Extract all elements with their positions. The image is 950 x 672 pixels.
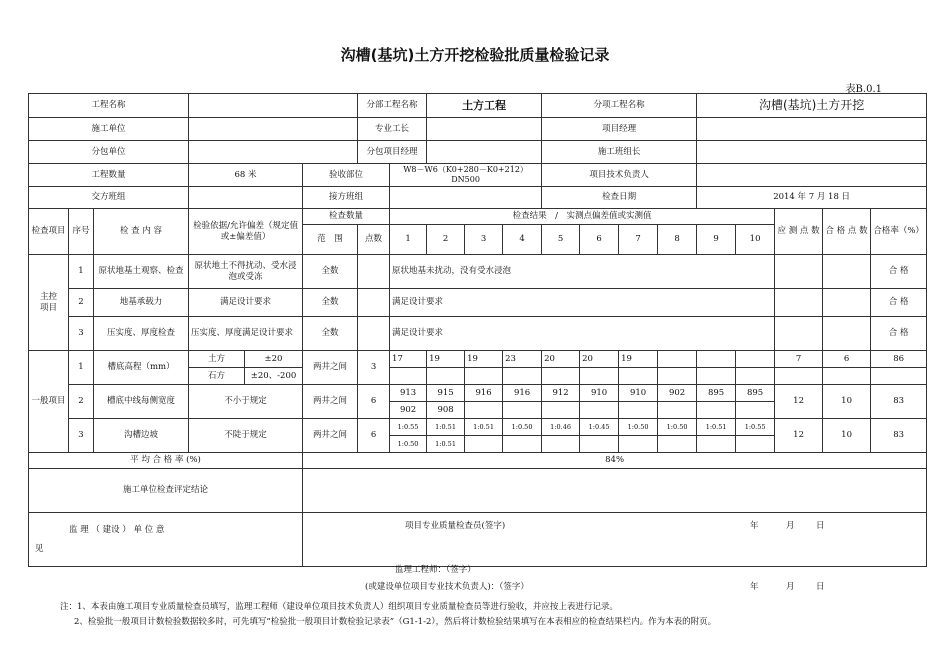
measured-value[interactable]: 910 (580, 385, 619, 402)
date-month: 月 (786, 582, 795, 592)
measured-value[interactable]: 910 (619, 385, 658, 402)
row-rate[interactable] (871, 368, 927, 385)
measured-value[interactable]: 1:0.55 (390, 419, 427, 436)
owner-sign: (或建设单位项目专业技术负责人)：（签字） (365, 582, 529, 592)
measured-value[interactable] (580, 436, 619, 453)
measured-value[interactable]: 17 (390, 351, 427, 368)
general-items-label: 一般项目 (29, 351, 69, 453)
measured-value[interactable] (503, 436, 542, 453)
measured-value[interactable]: 1:0.50 (658, 419, 697, 436)
measured-value[interactable]: 916 (465, 385, 503, 402)
row-scope: 两井之间 (303, 351, 358, 385)
check-date-value[interactable]: 2014 年 7 月 18 日 (697, 187, 927, 209)
col-check-item: 检查项目 (29, 209, 69, 255)
sub-project-label: 分部工程名称 (358, 94, 427, 118)
construction-unit-value[interactable] (189, 118, 358, 141)
measured-value[interactable] (580, 402, 619, 419)
row-should[interactable] (775, 255, 823, 289)
measured-value[interactable]: 902 (390, 402, 427, 419)
row-content: 压实度、厚度检查 (94, 317, 189, 351)
location-label: 验收部位 (303, 164, 390, 187)
col-content: 检 查 内 容 (94, 209, 189, 255)
row-result[interactable]: 满足设计要求 (390, 289, 775, 317)
row-rate[interactable]: 86 (871, 351, 927, 368)
col-num: 6 (580, 225, 619, 255)
measured-value[interactable] (503, 402, 542, 419)
tech-leader-value[interactable] (697, 164, 927, 187)
sub-type: 石方 (189, 368, 245, 385)
date-day: 日 (816, 582, 825, 592)
measured-value[interactable] (658, 436, 697, 453)
measured-value[interactable] (465, 436, 503, 453)
receive-team-value[interactable] (390, 187, 542, 209)
construction-unit-label: 施工单位 (29, 118, 189, 141)
measured-value[interactable] (503, 368, 542, 385)
footnotes (60, 600, 716, 630)
row-seq: 1 (69, 255, 94, 289)
avg-rate-label: 平 均 合 格 率 (%) (29, 453, 303, 469)
measured-value[interactable]: 913 (390, 385, 427, 402)
conclusion-label: 施工单位检查评定结论 (29, 469, 303, 513)
location-line-2: DN500 (451, 175, 480, 184)
col-seq: 序号 (69, 209, 94, 255)
sub-tolerance: ±20、-200 (245, 368, 303, 385)
col-should-measure: 应 测 点 数 (775, 209, 823, 255)
measured-value[interactable]: 1:0.51 (697, 419, 736, 436)
location-line-1: W8－W6（K0+280－K0+212） (403, 165, 528, 174)
sub-tolerance: ±20 (245, 351, 303, 368)
col-basis: 检验依据/允许偏差（规定值或±偏差值） (189, 209, 303, 255)
project-manager-value[interactable] (697, 118, 927, 141)
row-content: 原状地基土观察、检查 (94, 255, 189, 289)
note-1: 注：1、本表由施工项目专业质量检查员填写，监理工程师（建设单位项目技术负责人）组织项目专业质量检查员等进行验收，并应按上表进行记录。 (60, 602, 618, 612)
supervision-label-line-2: 见 (35, 543, 44, 554)
col-num: 2 (427, 225, 465, 255)
row-rate[interactable]: 合 格 (871, 317, 927, 351)
page-title: 沟槽(基坑)土方开挖检验批质量检验记录 (340, 46, 610, 64)
handover-team-label: 交方班组 (29, 187, 189, 209)
row-seq: 3 (69, 317, 94, 351)
team-leader-label: 施工班组长 (542, 141, 697, 164)
row-basis: 不小于规定 (189, 385, 303, 419)
measured-value[interactable] (736, 436, 775, 453)
row-seq: 1 (69, 351, 94, 385)
supervision-label-line-1: 监 理 （ 建设 ） 单 位 意 (69, 524, 165, 535)
quantity-label: 工程数量 (29, 164, 189, 187)
row-content: 沟槽边坡 (94, 419, 189, 453)
col-results: 检查结果 / 实测点偏差值或实测值 (390, 209, 775, 225)
measured-value[interactable]: 895 (736, 385, 775, 402)
row-passed[interactable]: 6 (823, 351, 871, 368)
measured-value[interactable]: 1:0.55 (736, 419, 775, 436)
measured-value[interactable] (619, 368, 658, 385)
measured-value[interactable] (542, 402, 580, 419)
measured-value[interactable]: 1:0.45 (580, 419, 619, 436)
row-result[interactable]: 满足设计要求 (390, 317, 775, 351)
row-basis: 原状地土不得扰动、受水浸泡或受冻 (189, 255, 303, 289)
subcontractor-label: 分包单位 (29, 141, 189, 164)
row-points[interactable] (358, 255, 390, 289)
col-pass-rate: 合格率（%） (871, 209, 927, 255)
sub-manager-value[interactable] (427, 141, 542, 164)
col-scope: 范 围 (303, 225, 358, 255)
row-basis: 不陡于规定 (189, 419, 303, 453)
subcontractor-value[interactable] (189, 141, 358, 164)
row-rate[interactable]: 83 (871, 419, 927, 453)
row-content: 槽底高程（mm） (94, 351, 189, 385)
measured-value[interactable] (736, 351, 775, 368)
measured-value[interactable] (658, 368, 697, 385)
inspection-table (28, 93, 927, 567)
measured-value[interactable] (658, 351, 697, 368)
receive-team-label: 接方班组 (303, 187, 390, 209)
row-passed[interactable] (823, 255, 871, 289)
col-num: 1 (390, 225, 427, 255)
col-points: 点数 (358, 225, 390, 255)
row-should[interactable] (775, 368, 823, 385)
project-name-value[interactable] (189, 94, 358, 118)
measured-value[interactable]: 1:0.46 (542, 419, 580, 436)
row-passed[interactable] (823, 317, 871, 351)
item-project-label: 分项工程名称 (542, 94, 697, 118)
measured-value[interactable] (427, 368, 465, 385)
measured-value[interactable]: 908 (427, 402, 465, 419)
row-passed[interactable]: 10 (823, 419, 871, 453)
row-passed[interactable] (823, 368, 871, 385)
sub-manager-label: 分包项目经理 (358, 141, 427, 164)
measured-value[interactable]: 1:0.51 (465, 419, 503, 436)
row-rate[interactable]: 合 格 (871, 289, 927, 317)
measured-value[interactable]: 1:0.51 (427, 419, 465, 436)
row-scope: 全数 (303, 255, 358, 289)
check-date-label: 检查日期 (542, 187, 697, 209)
measured-value[interactable]: 1:0.51 (427, 436, 465, 453)
project-manager-label: 项目经理 (542, 118, 697, 141)
item-project-value[interactable]: 沟槽(基坑)土方开挖 (697, 94, 927, 118)
measured-value[interactable] (736, 402, 775, 419)
col-num: 9 (697, 225, 736, 255)
col-num: 10 (736, 225, 775, 255)
measured-value[interactable] (736, 368, 775, 385)
measured-value[interactable]: 915 (427, 385, 465, 402)
measured-value[interactable]: 1:0.50 (619, 419, 658, 436)
measured-value[interactable] (390, 368, 427, 385)
col-passed: 合 格 点 数 (823, 209, 871, 255)
col-num: 3 (465, 225, 503, 255)
row-scope: 两井之间 (303, 385, 358, 419)
measured-value[interactable] (542, 436, 580, 453)
avg-rate-value[interactable]: 84% (303, 453, 927, 469)
project-name-label: 工程名称 (29, 94, 189, 118)
row-seq: 2 (69, 385, 94, 419)
measured-value[interactable]: 912 (542, 385, 580, 402)
row-scope: 全数 (303, 289, 358, 317)
quantity-value[interactable]: 68 米 (189, 164, 303, 187)
form-code: 表B.0.1 (845, 84, 882, 95)
measured-value[interactable] (697, 436, 736, 453)
measured-value[interactable]: 895 (697, 385, 736, 402)
handover-team-value[interactable] (189, 187, 303, 209)
col-num: 7 (619, 225, 658, 255)
sub-type: 土方 (189, 351, 245, 368)
row-rate[interactable]: 合 格 (871, 255, 927, 289)
col-quantity: 检查数量 (303, 209, 390, 225)
measured-value[interactable] (542, 368, 580, 385)
row-should[interactable] (775, 289, 823, 317)
measured-value[interactable]: 902 (658, 385, 697, 402)
col-num: 8 (658, 225, 697, 255)
measured-value[interactable] (465, 402, 503, 419)
measured-value[interactable]: 916 (503, 385, 542, 402)
measured-value[interactable]: 20 (580, 351, 619, 368)
row-should[interactable]: 12 (775, 419, 823, 453)
main-items-label: 主控项目 (29, 255, 69, 351)
foreman-value[interactable] (427, 118, 542, 141)
conclusion-area[interactable] (303, 469, 927, 513)
supervisor-sign: 监理工程师：（签字） (395, 565, 476, 575)
row-content: 地基承载力 (94, 289, 189, 317)
row-scope: 全数 (303, 317, 358, 351)
row-should[interactable]: 7 (775, 351, 823, 368)
measured-value[interactable] (465, 368, 503, 385)
measured-value[interactable]: 1:0.50 (390, 436, 427, 453)
measured-value[interactable]: 23 (503, 351, 542, 368)
measured-value[interactable] (619, 402, 658, 419)
row-points[interactable] (358, 317, 390, 351)
tech-leader-label: 项目技术负责人 (542, 164, 697, 187)
row-content: 槽底中线每侧宽度 (94, 385, 189, 419)
col-num: 5 (542, 225, 580, 255)
row-seq: 2 (69, 289, 94, 317)
location-value[interactable] (390, 164, 542, 187)
row-result[interactable]: 原状地基未扰动，没有受水浸泡 (390, 255, 775, 289)
measured-value[interactable] (697, 402, 736, 419)
measured-value[interactable]: 19 (465, 351, 503, 368)
supervision-area[interactable] (303, 513, 927, 567)
row-should[interactable]: 12 (775, 385, 823, 419)
row-points[interactable] (358, 289, 390, 317)
measured-value[interactable] (619, 436, 658, 453)
row-seq: 3 (69, 419, 94, 453)
row-passed[interactable]: 10 (823, 385, 871, 419)
col-num: 4 (503, 225, 542, 255)
measured-value[interactable] (580, 368, 619, 385)
measured-value[interactable]: 1:0.50 (503, 419, 542, 436)
row-points[interactable]: 6 (358, 385, 390, 419)
row-rate[interactable]: 83 (871, 385, 927, 419)
row-points[interactable]: 6 (358, 419, 390, 453)
row-scope: 两井之间 (303, 419, 358, 453)
measured-value[interactable] (697, 368, 736, 385)
measured-value[interactable]: 19 (619, 351, 658, 368)
inspector-sign: 项目专业质量检查员(签字) (405, 521, 506, 531)
date-month: 月 (786, 521, 795, 531)
measured-value[interactable] (658, 402, 697, 419)
supervision-label (29, 513, 303, 567)
date-year: 年 (750, 582, 759, 592)
sub-project-value[interactable]: 土方工程 (427, 94, 542, 118)
row-passed[interactable] (823, 289, 871, 317)
foreman-label: 专业工长 (358, 118, 427, 141)
date-year: 年 (750, 521, 759, 531)
row-basis: 满足设计要求 (189, 289, 303, 317)
row-points[interactable]: 3 (358, 351, 390, 385)
row-basis: 压实度、厚度满足设计要求 (189, 317, 303, 351)
row-should[interactable] (775, 317, 823, 351)
date-day: 日 (816, 521, 825, 531)
measured-value[interactable] (697, 351, 736, 368)
measured-value[interactable]: 19 (427, 351, 465, 368)
note-2: 2、检验批一般项目计数检验数据较多时，可先填写“检验批一般项目计数检验记录表”（G1-1-2），然后将计数检验结果填写在本表相应的检查结果栏内。作为本表的附页。 (74, 617, 717, 627)
team-leader-value[interactable] (697, 141, 927, 164)
measured-value[interactable]: 20 (542, 351, 580, 368)
